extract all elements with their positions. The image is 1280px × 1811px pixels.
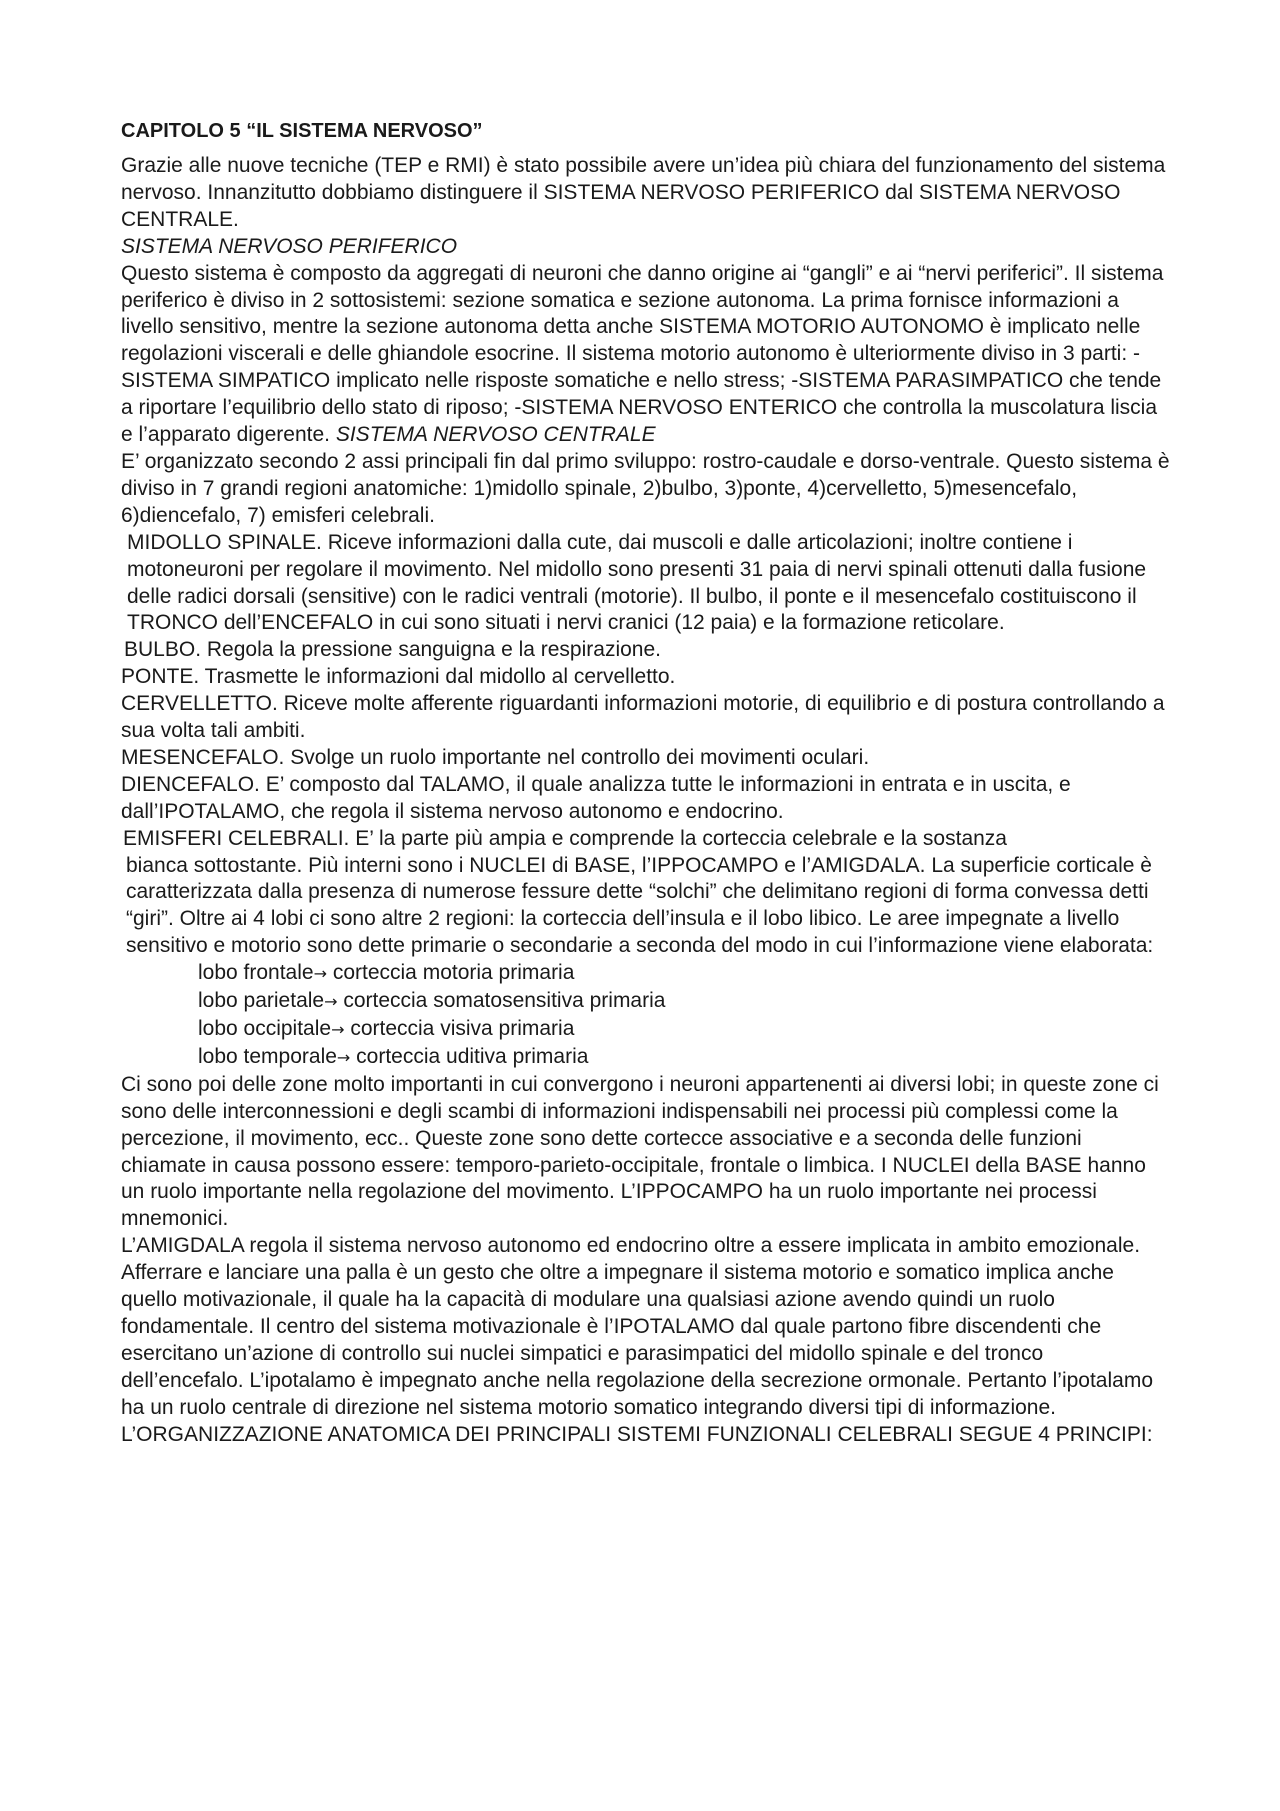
arrow-right-icon: →: [336, 1047, 351, 1067]
cervelletto-paragraph: CERVELLETTO. Riceve molte afferente riguardanti informazioni motorie, di equilibrio e di postura controllando a sua volta tali ambiti.: [121, 692, 1165, 743]
lobo-area: corteccia somatosensitiva primaria: [337, 989, 666, 1013]
snp-text: Questo sistema è composto da aggregati di neuroni che danno origine ai “gangli” e ai “nervi periferici”. Il sistema periferico è diviso in 2 sottosistemi: sezione somatica e sezione autonoma. La prima fornisce informazioni a livello sensitivo, mentre la sezione autonoma detta anche SISTEMA MOTORIO AUTONOMO è implicato nelle regolazioni viscerali e delle ghiandole esocrine. Il sistema motorio autonomo è ulteriormente diviso in 3 parti: -SISTEMA SIMPATICO implicato nelle risposte somatiche e nello stress; -SISTEMA PARASIMPATICO che tende a riportare l’equilibrio dello stato di riposo; -SISTEMA NERVOSO ENTERICO che controlla la muscolatura liscia e l’apparato digerente.: [121, 261, 1164, 447]
snp-paragraph: [121, 261, 1171, 449]
arrow-right-icon: →: [313, 964, 327, 984]
list-item: [198, 1016, 1171, 1044]
amigdala-paragraph: L’AMIGDALA regola il sistema nervoso autonomo ed endocrino oltre a essere implicata in ambito emozionale. Afferrare e lanciare una palla è un gesto che oltre a impegnare il sistema motorio e somatico implica anche quello motivazionale, il quale ha la capacità di modulare una qualsiasi azione avendo quindi un ruolo fondamentale. Il centro del sistema motivazionale è l’IPOTALAMO dal quale partono fibre discendenti che esercitano un’azione di controllo sui nuclei simpatici e parasimpatici del midollo spinale e del tronco dell’encefalo. L’ipotalamo è impegnato anche nella regolazione della secrezione ormonale. Pertanto l’ipotalamo ha un ruolo centrale di direzione nel sistema motorio somatico integrando diversi tipi di informazione.: [121, 1234, 1153, 1419]
lobo-name: lobo occipitale: [198, 1017, 332, 1040]
list-item: [198, 960, 1171, 988]
lobo-name: lobo parietale: [198, 989, 325, 1013]
lobo-area: corteccia uditiva primaria: [350, 1044, 589, 1068]
organizzazione-paragraph: L’ORGANIZZAZIONE ANATOMICA DEI PRINCIPALI SISTEMI FUNZIONALI CELEBRALI SEGUE 4 PRINCIPI:: [121, 1422, 1153, 1446]
lobo-name: lobo frontale: [198, 961, 314, 985]
intro-paragraph: Grazie alle nuove tecniche (TEP e RMI) è stato possibile avere un’idea più chiara del funzionamento del sistema nervoso. Innanzitutto dobbiamo distinguere il SISTEMA NERVOSO PERIFERICO dal SISTEMA NERVOSO CENTRALE.: [121, 154, 1166, 231]
mesencefalo-paragraph: MESENCEFALO. Svolge un ruolo importante nel controllo dei movimenti oculari.: [121, 745, 870, 769]
lobo-name: lobo temporale: [198, 1044, 337, 1068]
chapter-title: CAPITOLO 5 “IL SISTEMA NERVOSO”: [121, 120, 483, 142]
ponte-paragraph: PONTE. Trasmette le informazioni dal midollo al cervelletto.: [121, 665, 676, 689]
snc-heading: SISTEMA NERVOSO CENTRALE: [335, 423, 656, 447]
list-item: [198, 1044, 1171, 1072]
convergenza-paragraph: Ci sono poi delle zone molto importanti in cui convergono i neuroni appartenenti ai diversi lobi; in queste zone ci sono delle interconnessioni e degli scambi di informazioni indispensabili nei processi più complessi come la percezione, il movimento, ecc.. Queste zone sono dette cortecce associative e a seconda delle funzioni chiamate in causa possono essere: temporo-parieto-occipitale, frontale o limbica. I NUCLEI della BASE hanno un ruolo importante nella regolazione del movimento. L’IPPOCAMPO ha un ruolo importante nei processi mnemonici.: [121, 1072, 1159, 1231]
emisferi-paragraph: [121, 826, 1171, 961]
arrow-right-icon: →: [324, 992, 338, 1012]
lobi-list: [121, 960, 1171, 1072]
snp-heading: SISTEMA NERVOSO PERIFERICO: [121, 234, 458, 258]
midollo-paragraph: MIDOLLO SPINALE. Riceve informazioni dalla cute, dai muscoli e dalle articolazioni; inoltre contiene i motoneuroni per regolare il movimento. Nel midollo sono presenti 31 paia di nervi spinali ottenuti dalla fusione delle radici dorsali (sensitive) con le radici ventrali (motorie). Il bulbo, il ponte e il mesencefalo costituiscono il TRONCO dell’ENCEFALO in cui sono situati i nervi cranici (12 paia) e la formazione reticolare.: [127, 530, 1147, 635]
snc-paragraph: E’ organizzato secondo 2 assi principali fin dal primo sviluppo: rostro-caudale e dorso-ventrale. Questo sistema è diviso in 7 grandi regioni anatomiche: 1)midollo spinale, 2)bulbo, 3)ponte, 4)cervelletto, 5)mesencefalo, 6)diencefalo, 7) emisferi celebrali.: [121, 449, 1170, 527]
emisferi-lead: EMISFERI CELEBRALI. E’ la parte più ampia e comprende la corteccia celebrale e la sostanza: [123, 826, 1007, 850]
lobo-area: corteccia visiva primaria: [344, 1017, 575, 1040]
document-page: [121, 118, 1171, 1449]
arrow-right-icon: →: [331, 1020, 345, 1039]
emisferi-rest: bianca sottostante. Più interni sono i NUCLEI di BASE, l’IPPOCAMPO e l’AMIGDALA. La superficie corticale è caratterizzata dalla presenza di numerose fessure dette “solchi” che delimitano regioni di forma convessa detti “giri”. Oltre ai 4 lobi ci sono altre 2 regioni: la corteccia dell’insula e il lobo libico. Le aree impegnate a livello sensitivo e motorio sono dette primarie o secondarie a seconda del modo in cui l’informazione viene elaborata:: [126, 853, 1154, 958]
list-item: [198, 988, 1171, 1016]
bulbo-paragraph: BULBO. Regola la pressione sanguigna e la respirazione.: [124, 638, 661, 662]
lobo-area: corteccia motoria primaria: [327, 961, 575, 985]
diencefalo-paragraph: DIENCEFALO. E’ composto dal TALAMO, il quale analizza tutte le informazioni in entrata e in uscita, e dall’IPOTALAMO, che regola il sistema nervoso autonomo e endocrino.: [121, 772, 1071, 823]
